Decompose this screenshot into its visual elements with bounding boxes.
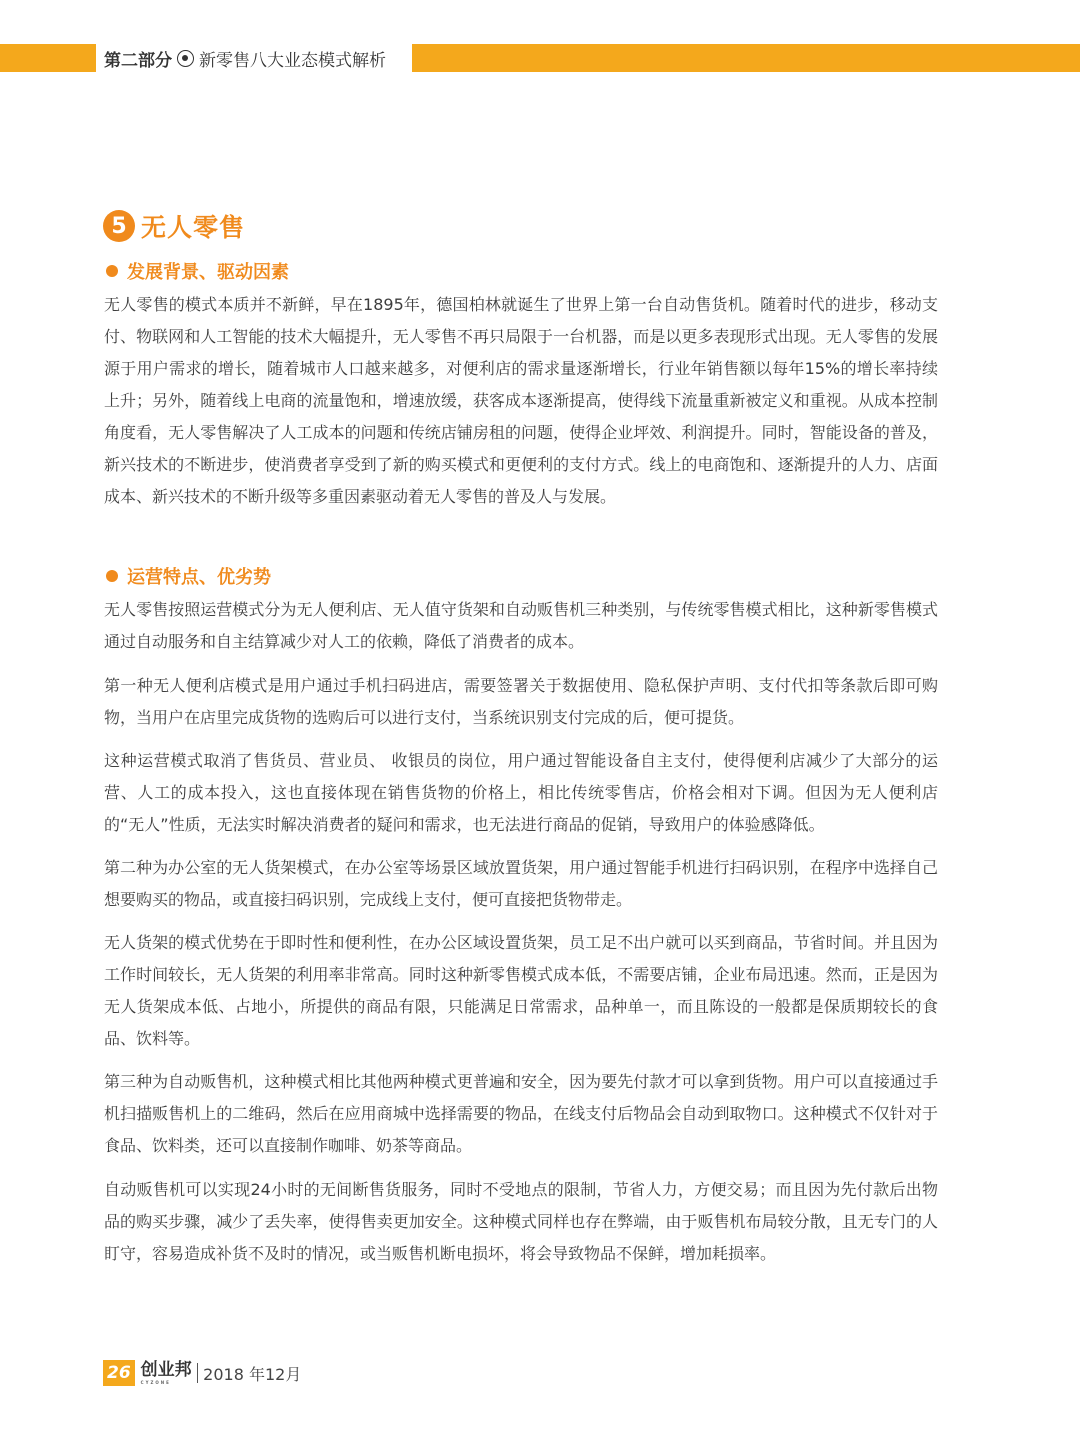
header-title (104, 44, 386, 72)
paragraph-background: 无人零售的模式本质并不新鲜，早在1895年，德国柏林就诞生了世界上第一台自动售货机。随着时代的进步，移动支付、物联网和人工智能的技术大幅提升，无人零售不再只局限于一台机器，而是以更多表现形式出现。无人零售的发展源于用户需求的增长，随着城市人口越来越多，对便利店的需求量逐渐增长，行业年销售额以每年15%的增长率持续上升；另外，随着线上电商的流量饱和，增速放缓，获客成本逐渐提高，使得线下流量重新被定义和重视。从成本控制角度看，无人零售解决了人工成本的问题和传统店铺房租的问题，使得企业坪效、利润提升。同时，智能设备的普及，新兴技术的不断进步，使消费者享受到了新的购买模式和更便利的支付方式。线上的电商饱和、逐渐提升的人力、店面成本、新兴技术的不断升级等多重因素驱动着无人零售的普及人与发展。 (104, 295, 938, 506)
subheading-operations (106, 563, 271, 589)
footer-divider (197, 1363, 199, 1383)
paragraph-vending-machine: 第三种为自动贩售机，这种模式相比其他两种模式更普遍和安全，因为要先付款才可以拿到货物。用户可以直接通过手机扫描贩售机上的二维码，然后在应用商城中选择需要的物品，在线支付后物品会自动到取物口。这种模式不仅针对于食品、饮料类，还可以直接制作咖啡、奶茶等商品。 (104, 1072, 938, 1155)
brand-logo (140, 1359, 192, 1385)
brand-subtitle: CYZONE (140, 1379, 171, 1385)
subheading-background (106, 258, 289, 284)
subheading-label: 运营特点、优劣势 (127, 567, 271, 588)
subheading-label: 发展背景、驱动因素 (127, 262, 289, 283)
paragraph-convenience-store-pros-cons: 这种运营模式取消了售货员、营业员、 收银员的岗位，用户通过智能设备自主支付，使得便利店减少了大部分的运营、人工的成本投入，这也直接体现在销售货物的价格上，相比传统零售店，价格会相对下调。但因为无人便利店的“无人”性质，无法实时解决消费者的疑问和需求，也无法进行商品的促销，导致用户的体验感降低。 (104, 751, 938, 834)
header-chapter-title: 新零售八大业态模式解析 (199, 50, 386, 71)
header-stripe-left (0, 44, 96, 72)
bullet-dot-icon (106, 265, 118, 277)
issue-date: 2018 年12月 (203, 1364, 302, 1384)
paragraph-categories: 无人零售按照运营模式分为无人便利店、无人值守货架和自动贩售机三种类别，与传统零售模式相比，这种新零售模式通过自动服务和自主结算减少对人工的依赖，降低了消费者的成本。 (104, 600, 938, 651)
paragraph-vending-machine-pros-cons: 自动贩售机可以实现24小时的无间断售货服务，同时不受地点的限制，节省人力，方便交易；而且因为先付款后出物品的购买步骤，减少了丢失率，使得售卖更加安全。这种模式同样也存在弊端，由于贩售机布局较分散，且无专门的人盯守，容易造成补货不及时的情况，或当贩售机断电损坏，将会导致物品不保鲜，增加耗损率。 (104, 1180, 938, 1263)
paragraph-office-shelf-pros-cons: 无人货架的模式优势在于即时性和便利性，在办公区域设置货架，员工足不出户就可以买到商品，节省时间。并且因为工作时间较长，无人货架的利用率非常高。同时这种新零售模式成本低，不需要店铺，企业布局迅速。然而，正是因为无人货架成本低、占地小，所提供的商品有限，只能满足日常需求，品种单一，而且陈设的一般都是保质期较长的食品、饮料等。 (104, 933, 938, 1048)
section-title (103, 208, 245, 244)
brand-name: 创业邦 (140, 1359, 192, 1380)
section-heading: 无人零售 (141, 213, 246, 242)
paragraph-office-shelf: 第二种为办公室的无人货架模式，在办公室等场景区域放置货架，用户通过智能手机进行扫码识别，在程序中选择自己想要购买的物品，或直接扫码识别，完成线上支付，便可直接把货物带走。 (104, 858, 938, 909)
footer (103, 1360, 301, 1386)
paragraph-convenience-store: 第一种无人便利店模式是用户通过手机扫码进店，需要签署关于数据使用、隐私保护声明、支付代扣等条款后即可购物，当用户在店里完成货物的选购后可以进行支付，当系统识别支付完成的后，便可提货。 (104, 676, 938, 727)
page-number: 26 (103, 1360, 135, 1386)
section-number-badge: 5 (103, 210, 135, 242)
bullet-dot-icon (106, 570, 118, 582)
target-dot-icon (177, 50, 194, 67)
header-stripe-right (412, 44, 1080, 72)
header-part: 第二部分 (104, 50, 172, 71)
